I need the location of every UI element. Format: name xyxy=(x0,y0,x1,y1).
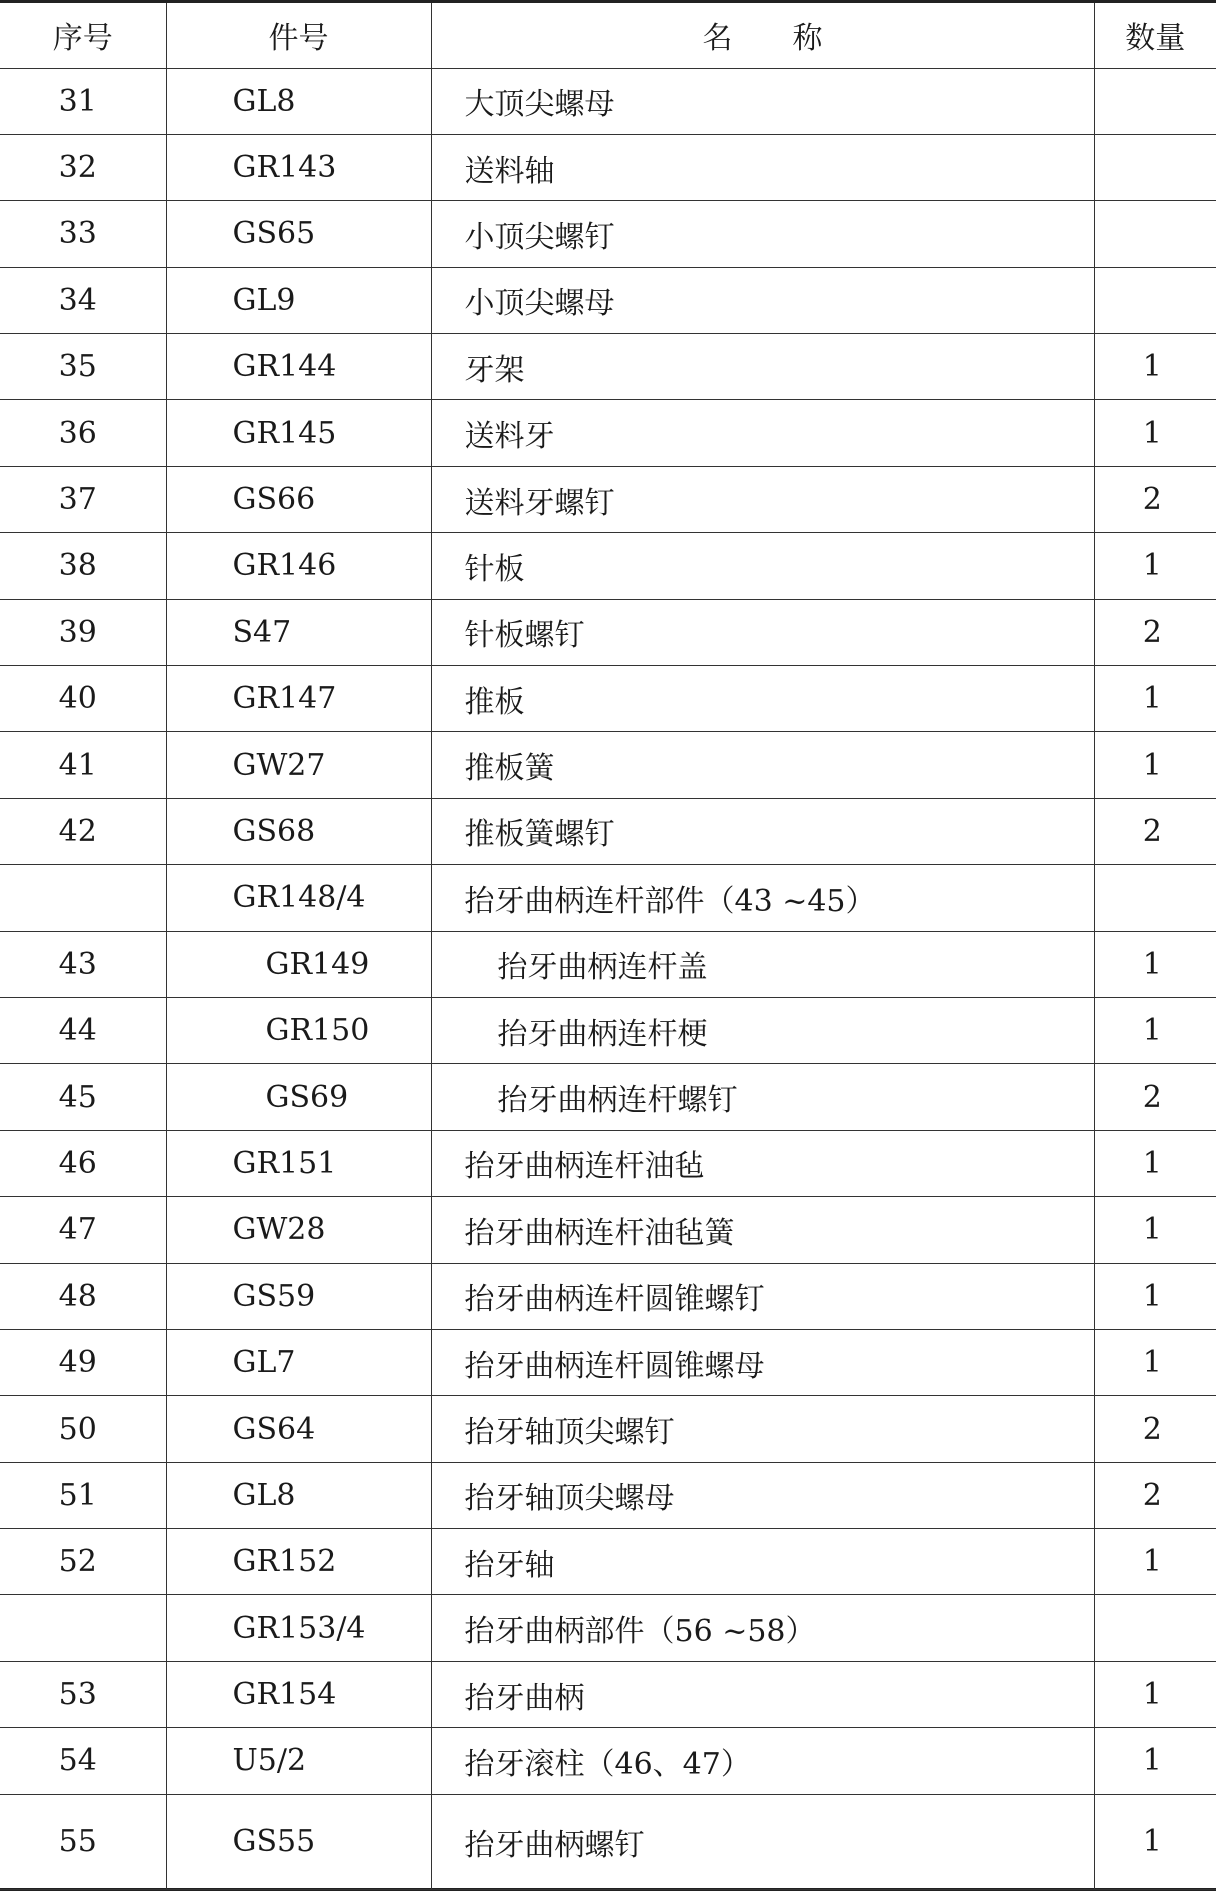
cell-qty: 2 xyxy=(1094,466,1216,532)
table-row xyxy=(0,599,1216,665)
table-row xyxy=(0,1396,1216,1462)
cell-part: GR151 xyxy=(166,1130,431,1196)
cell-seq: 55 xyxy=(0,1794,166,1889)
cell-seq: 42 xyxy=(0,798,166,864)
cell-part: GS65 xyxy=(166,201,431,267)
cell-part: GR152 xyxy=(166,1529,431,1595)
cell-name: 针板 xyxy=(431,533,1094,599)
parts-table xyxy=(0,3,1216,1890)
table-row xyxy=(0,1130,1216,1196)
header-seq: 序号 xyxy=(0,3,166,68)
cell-part: GR154 xyxy=(166,1661,431,1727)
cell-name: 抬牙曲柄 xyxy=(431,1661,1094,1727)
cell-seq: 37 xyxy=(0,466,166,532)
header-name-char2: 称 xyxy=(792,21,823,57)
cell-qty: 1 xyxy=(1094,997,1216,1063)
table-row xyxy=(0,1462,1216,1528)
cell-name: 针板螺钉 xyxy=(431,599,1094,665)
cell-qty: 2 xyxy=(1094,1462,1216,1528)
cell-qty: 1 xyxy=(1094,400,1216,466)
cell-seq: 31 xyxy=(0,68,166,134)
cell-name: 抬牙曲柄连杆圆锥螺母 xyxy=(431,1329,1094,1395)
cell-qty: 2 xyxy=(1094,1064,1216,1130)
cell-name: 推板簧螺钉 xyxy=(431,798,1094,864)
cell-qty xyxy=(1094,134,1216,200)
cell-seq: 32 xyxy=(0,134,166,200)
cell-part: GS59 xyxy=(166,1263,431,1329)
table-row xyxy=(0,1529,1216,1595)
cell-part: GR147 xyxy=(166,666,431,732)
cell-seq: 36 xyxy=(0,400,166,466)
cell-seq: 34 xyxy=(0,267,166,333)
cell-part: GS66 xyxy=(166,466,431,532)
table-row xyxy=(0,68,1216,134)
cell-name: 抬牙曲柄连杆圆锥螺钉 xyxy=(431,1263,1094,1329)
cell-seq: 51 xyxy=(0,1462,166,1528)
table-row xyxy=(0,798,1216,864)
table-row xyxy=(0,732,1216,798)
cell-part: GW27 xyxy=(166,732,431,798)
table-row xyxy=(0,267,1216,333)
cell-name: 送料牙 xyxy=(431,400,1094,466)
cell-part: GS69 xyxy=(166,1064,431,1130)
cell-part: U5/2 xyxy=(166,1728,431,1794)
cell-name: 抬牙轴 xyxy=(431,1529,1094,1595)
cell-name: 推板簧 xyxy=(431,732,1094,798)
cell-name: 抬牙曲柄连杆螺钉 xyxy=(431,1064,1094,1130)
table-row xyxy=(0,1595,1216,1661)
cell-seq: 54 xyxy=(0,1728,166,1794)
cell-qty: 1 xyxy=(1094,334,1216,400)
cell-name: 抬牙曲柄连杆油毡 xyxy=(431,1130,1094,1196)
cell-seq: 48 xyxy=(0,1263,166,1329)
cell-part: GW28 xyxy=(166,1197,431,1263)
cell-qty: 1 xyxy=(1094,1197,1216,1263)
cell-name: 小顶尖螺母 xyxy=(431,267,1094,333)
cell-seq: 41 xyxy=(0,732,166,798)
cell-qty: 1 xyxy=(1094,1529,1216,1595)
table-row xyxy=(0,931,1216,997)
cell-qty: 2 xyxy=(1094,1396,1216,1462)
table-row xyxy=(0,134,1216,200)
cell-name: 抬牙滚柱（46、47） xyxy=(431,1728,1094,1794)
cell-part: GR144 xyxy=(166,334,431,400)
header-name xyxy=(431,3,1094,68)
cell-seq: 46 xyxy=(0,1130,166,1196)
table-row xyxy=(0,1329,1216,1395)
cell-seq xyxy=(0,865,166,931)
cell-seq: 40 xyxy=(0,666,166,732)
table-row xyxy=(0,1661,1216,1727)
cell-seq: 39 xyxy=(0,599,166,665)
table-row xyxy=(0,1794,1216,1889)
cell-qty: 1 xyxy=(1094,533,1216,599)
cell-qty xyxy=(1094,267,1216,333)
cell-name: 抬牙曲柄连杆梗 xyxy=(431,997,1094,1063)
cell-name: 抬牙曲柄部件（56 ~58） xyxy=(431,1595,1094,1661)
cell-qty xyxy=(1094,1595,1216,1661)
cell-seq: 38 xyxy=(0,533,166,599)
cell-part: GL8 xyxy=(166,68,431,134)
cell-part: GR149 xyxy=(166,931,431,997)
table-row xyxy=(0,865,1216,931)
cell-name: 抬牙曲柄连杆部件（43 ~45） xyxy=(431,865,1094,931)
cell-part: GR146 xyxy=(166,533,431,599)
cell-seq xyxy=(0,1595,166,1661)
cell-name: 牙架 xyxy=(431,334,1094,400)
cell-part: GL7 xyxy=(166,1329,431,1395)
cell-name: 抬牙轴顶尖螺钉 xyxy=(431,1396,1094,1462)
table-row xyxy=(0,1064,1216,1130)
header-qty: 数量 xyxy=(1094,3,1216,68)
cell-name: 送料轴 xyxy=(431,134,1094,200)
cell-name: 推板 xyxy=(431,666,1094,732)
cell-qty: 1 xyxy=(1094,1661,1216,1727)
cell-qty: 1 xyxy=(1094,666,1216,732)
cell-seq: 43 xyxy=(0,931,166,997)
cell-part: GL8 xyxy=(166,1462,431,1528)
cell-part: GR148/4 xyxy=(166,865,431,931)
cell-name: 大顶尖螺母 xyxy=(431,68,1094,134)
cell-part: GS55 xyxy=(166,1794,431,1889)
cell-name: 抬牙曲柄连杆油毡簧 xyxy=(431,1197,1094,1263)
header-part: 件号 xyxy=(166,3,431,68)
cell-qty xyxy=(1094,68,1216,134)
table-row xyxy=(0,1263,1216,1329)
cell-qty: 2 xyxy=(1094,599,1216,665)
table-row xyxy=(0,334,1216,400)
cell-seq: 33 xyxy=(0,201,166,267)
cell-part: GR153/4 xyxy=(166,1595,431,1661)
table-row xyxy=(0,666,1216,732)
table-row xyxy=(0,997,1216,1063)
cell-qty: 1 xyxy=(1094,1130,1216,1196)
cell-seq: 50 xyxy=(0,1396,166,1462)
cell-seq: 35 xyxy=(0,334,166,400)
cell-name: 送料牙螺钉 xyxy=(431,466,1094,532)
cell-part: GR150 xyxy=(166,997,431,1063)
cell-part: GL9 xyxy=(166,267,431,333)
cell-seq: 45 xyxy=(0,1064,166,1130)
cell-part: GR143 xyxy=(166,134,431,200)
cell-name: 小顶尖螺钉 xyxy=(431,201,1094,267)
cell-qty: 1 xyxy=(1094,1329,1216,1395)
cell-qty: 1 xyxy=(1094,1794,1216,1889)
table-row xyxy=(0,533,1216,599)
cell-part: GS64 xyxy=(166,1396,431,1462)
cell-seq: 47 xyxy=(0,1197,166,1263)
cell-name: 抬牙曲柄连杆盖 xyxy=(431,931,1094,997)
table-row xyxy=(0,201,1216,267)
cell-qty: 1 xyxy=(1094,931,1216,997)
header-row xyxy=(0,3,1216,68)
cell-qty xyxy=(1094,201,1216,267)
table-row xyxy=(0,1197,1216,1263)
cell-qty xyxy=(1094,865,1216,931)
table-row xyxy=(0,400,1216,466)
cell-qty: 2 xyxy=(1094,798,1216,864)
cell-name: 抬牙曲柄螺钉 xyxy=(431,1794,1094,1889)
cell-part: GR145 xyxy=(166,400,431,466)
cell-seq: 49 xyxy=(0,1329,166,1395)
table-row xyxy=(0,466,1216,532)
header-name-char1: 名 xyxy=(702,21,733,57)
cell-name: 抬牙轴顶尖螺母 xyxy=(431,1462,1094,1528)
cell-seq: 44 xyxy=(0,997,166,1063)
table-row xyxy=(0,1728,1216,1794)
cell-seq: 52 xyxy=(0,1529,166,1595)
cell-qty: 1 xyxy=(1094,1728,1216,1794)
cell-part: S47 xyxy=(166,599,431,665)
cell-seq: 53 xyxy=(0,1661,166,1727)
cell-qty: 1 xyxy=(1094,1263,1216,1329)
cell-part: GS68 xyxy=(166,798,431,864)
cell-qty: 1 xyxy=(1094,732,1216,798)
